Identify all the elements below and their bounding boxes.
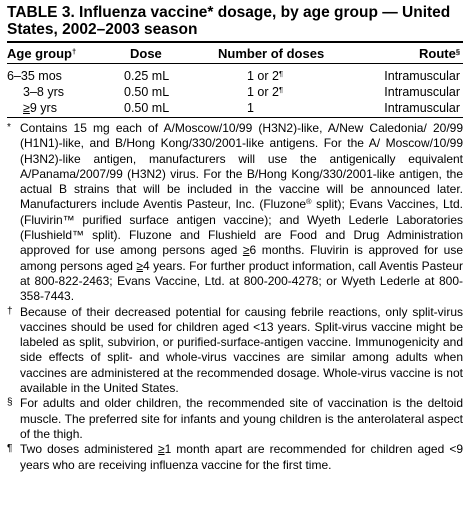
row-dose: 0.50 mL: [124, 101, 170, 115]
row-age: [23, 85, 64, 99]
footnote-star-mark: *: [7, 122, 11, 133]
registered-mark: ®: [306, 197, 312, 207]
table-header-row: [7, 43, 463, 63]
row-doses: [247, 69, 283, 83]
footnote-star-text-3: 6 months. Fluvirin is approved for use among persons aged: [20, 243, 463, 273]
row-doses-value: 1 or 2: [247, 69, 279, 83]
row-doses-value: 1 or 2: [247, 85, 279, 99]
footnote-star-text-2: split); Evans Vaccines, Ltd. (Fluvirin™ purified surface antigen vaccine); and Wyeth Lederle Laboratories (Flushield™ split). Fluzone and Flushield are Food and Drug Administration approved for use among persons aged: [20, 197, 463, 258]
footnote-dagger: [7, 305, 463, 397]
footnote-pilcrow: [7, 442, 463, 473]
header-route-mark: §: [455, 47, 460, 56]
row-age-prefix: ≥: [23, 101, 30, 115]
row-route: Intramuscular: [384, 101, 460, 115]
footnote-star-ge-1: ≥: [242, 243, 250, 258]
row-age-value: 3–8 yrs: [23, 85, 64, 99]
row-dose: 0.50 mL: [124, 85, 170, 99]
footnotes: [7, 121, 463, 473]
footnote-pilcrow-text-1: Two doses administered: [20, 442, 158, 457]
table-title: TABLE 3. Influenza vaccine* dosage, by age group — United States, 2002–2003 season: [7, 4, 451, 38]
header-age-group-mark: †: [72, 47, 77, 56]
footnote-pilcrow-mark: ¶: [7, 443, 13, 455]
table-row: [7, 82, 463, 98]
row-age-value: 9 yrs: [29, 101, 57, 115]
footnote-section-mark: §: [7, 397, 13, 409]
row-route: Intramuscular: [384, 69, 460, 83]
row-doses-value: 1: [247, 101, 254, 115]
footnote-dagger-text: Because of their decreased potential for causing febrile reactions, only split-virus vaccines should be used for children aged <13 years. Split-virus vaccine might be labeled as split, subvirion, or purified-surface-antigen vaccine. Immunogenicity and side effects of split- and whole-virus vaccines are similar among adults when vaccines are administered at the recommended dosage. Whole-virus vaccine is not available in the United States.: [20, 304, 463, 396]
header-age-group: [7, 46, 76, 61]
header-age-group-label: Age group: [7, 46, 72, 61]
footnote-star-text-1: Contains 15 mg each of A/Moscow/10/99 (H3N2)-like, A/New Caledonia/ 20/99 (H1N1)-like, and B/Hong Kong/330/2001-like antigens. For the A/ Moscow/10/99 (H3N2)-like antigen, manufacturers will use the antigenically equivalent A/Panama/2007/99 (H3N2) virus. For the B/Hong Kong/330/2001-like antigen, the actual B strains that will be included in the vaccine will be announced later. Manufacturers include Aventis Pasteur, Inc. (Fluzone: [20, 121, 463, 212]
row-doses: [247, 85, 283, 99]
table-row: [7, 98, 463, 114]
header-number-of-doses: Number of doses: [218, 46, 325, 61]
row-age-value: 6–35 mos: [7, 69, 62, 83]
table-document: [7, 4, 463, 473]
header-route: [419, 46, 460, 61]
row-age: [7, 69, 62, 83]
footnote-pilcrow-text-2: 1 month apart are recommended for children aged <9 years who are receiving influenza vaccine for the first time.: [20, 442, 463, 472]
table-bottom-rule: [7, 117, 463, 118]
row-dose: 0.25 mL: [124, 69, 170, 83]
header-route-label: Route: [418, 46, 456, 61]
footnote-star-ge-2: ≥: [136, 258, 143, 273]
row-doses-mark: ¶: [278, 69, 283, 78]
footnote-star: [7, 121, 463, 305]
footnote-section: [7, 396, 463, 442]
row-route: Intramuscular: [384, 85, 460, 99]
row-doses: [247, 101, 254, 115]
row-age: [23, 101, 57, 115]
footnote-pilcrow-ge: ≥: [157, 442, 165, 457]
row-doses-mark: ¶: [278, 85, 283, 94]
footnote-star-text-4: 4 years. For further product information, call Aventis Pasteur at 800-822-2463; Evans Vaccine, Ltd. at 800-200-4278; or Wyeth Lederle at 800-358-7443.: [20, 258, 463, 304]
header-dose: Dose: [130, 46, 162, 61]
table-body: [7, 64, 463, 117]
table-row: [7, 66, 463, 82]
footnote-section-text: For adults and older children, the recommended site of vaccination is the deltoid muscle. The preferred site for infants and young children is the anterolateral aspect of the thigh.: [20, 396, 463, 441]
footnote-dagger-mark: †: [7, 305, 13, 317]
